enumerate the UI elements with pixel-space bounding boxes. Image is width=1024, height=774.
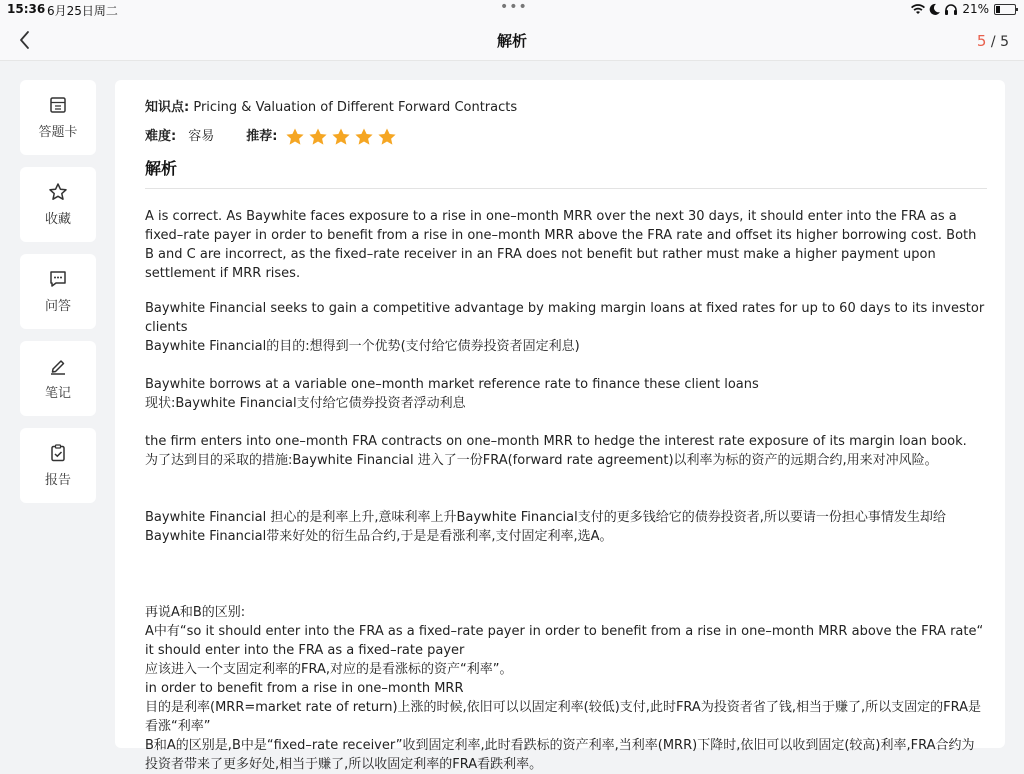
wifi-icon xyxy=(911,4,925,15)
qa-button[interactable] xyxy=(20,254,96,329)
current-page: 5 xyxy=(976,32,987,50)
report-button[interactable] xyxy=(20,428,96,503)
answer-card-icon xyxy=(48,95,68,115)
answer-card-label: 答题卡 xyxy=(38,125,78,140)
answer-explanation: A is correct. As Baywhite faces exposure to a rise in one–month MRR over the next 30 days, it should enter into the FRA as a fixed–rate payer in order to benefit from a rise in one–month MRR above the FRA rate and offset its higher borrowing cost. Both B and C are incorrect, as the fixed–rate receiver in an FRA does not benefit but rather must make a higher payment upon settlement if MRR rises. xyxy=(145,209,981,281)
status-date: 6月25日周二 xyxy=(47,4,118,18)
report-label: 报告 xyxy=(44,473,71,488)
knowledge-point-row xyxy=(145,98,987,118)
knowledge-point-value: Pricing & Valuation of Different Forward Contracts xyxy=(193,100,518,115)
analysis-panel xyxy=(115,80,1005,772)
battery-percent: 21% xyxy=(962,2,989,16)
answer-card-button[interactable] xyxy=(20,80,96,155)
difficulty-key: 难度: xyxy=(145,129,177,144)
sidebar xyxy=(20,80,96,515)
moon-icon xyxy=(930,4,940,15)
status-indicators xyxy=(911,2,1016,16)
recommend-key: 推荐: xyxy=(246,129,278,144)
rating-star-icon xyxy=(377,127,397,147)
recommend-stars xyxy=(285,127,397,147)
favorite-label: 收藏 xyxy=(44,212,71,227)
rating-star-icon xyxy=(331,127,351,147)
rating-star-icon xyxy=(285,127,305,147)
page-title: 解析 xyxy=(496,32,527,50)
star-outline-icon xyxy=(48,182,68,202)
headphones-icon xyxy=(945,4,957,15)
knowledge-point-key: 知识点: xyxy=(145,100,190,115)
rating-star-icon xyxy=(354,127,374,147)
status-time: 15:36 xyxy=(7,2,46,16)
pen-icon xyxy=(48,356,68,376)
total-page: / 5 xyxy=(990,34,1009,50)
status-bar xyxy=(0,0,1024,20)
multitask-dots-icon[interactable]: ••• xyxy=(500,0,528,15)
user-analysis-notes: Baywhite Financial seeks to gain a competitive advantage by making margin loans at fixed rates for up to 60 days to its investor clients Baywhite Financial的目的:想得到一个优势(支付给它债券投资者固定利息) Baywhite borrows at a variable one–month market reference rate to finance these client loans 现状:Baywhite Financial支付给它债券投资者浮动利息 the firm enters into one–month FRA contracts on one–month MRR to hedge the interest rate exposure of its margin loan book. 为了达到目的采取的措施:Baywhite Financial 进入了一份FRA(forward rate agreement)以利率为标的资产的远期合约,用来对冲风险。 Baywhite Financial 担心的是利率上升,意味利率上升Baywhite Financial支付的更多钱给它的债券投资者,所以要请一份担心事情发生却给Baywhite Financial带来好处的衍生品合约,于是是看涨利率,支付固定利率,选A。 再说A和B的区别: A中有“so it should enter into the FRA as a fixed–rate payer in order to benefit from a rise in one–month MRR above the FRA rate“ it should enter into the FRA as a fixed–rate payer 应该进入一个支固定利率的FRA,对应的是看涨标的资产“利率”。 in order to benefit from a rise in one–month MRR 目的是利率(MRR=market rate of return)上涨的时候,依旧可以以固定利率(较低)支付,此时FRA为投资者省了钱,相当于赚了,所以支固定的FRA是看涨“利率” B和A的区别是,B中是“fixed–rate receiver”收到固定利率,此时看跌标的资产利率,当利率(MRR)下降时,依旧可以收到固定(较高)利率,FRA合约为投资者带来了更多好处,相当于赚了,所以收固定利率的FRA看跌利率。 xyxy=(145,301,985,772)
difficulty-row xyxy=(145,127,987,147)
chat-bubble-icon xyxy=(48,269,68,289)
qa-label: 问答 xyxy=(44,299,71,314)
page-indicator xyxy=(977,32,1009,50)
rating-star-icon xyxy=(308,127,328,147)
notes-label: 笔记 xyxy=(44,386,71,401)
difficulty-value: 容易 xyxy=(188,129,215,144)
clipboard-icon xyxy=(48,443,68,463)
notes-button[interactable] xyxy=(20,341,96,416)
analysis-title: 解析 xyxy=(145,156,987,189)
favorite-button[interactable] xyxy=(20,167,96,242)
navigation-bar xyxy=(0,20,1024,61)
battery-icon xyxy=(994,4,1016,15)
